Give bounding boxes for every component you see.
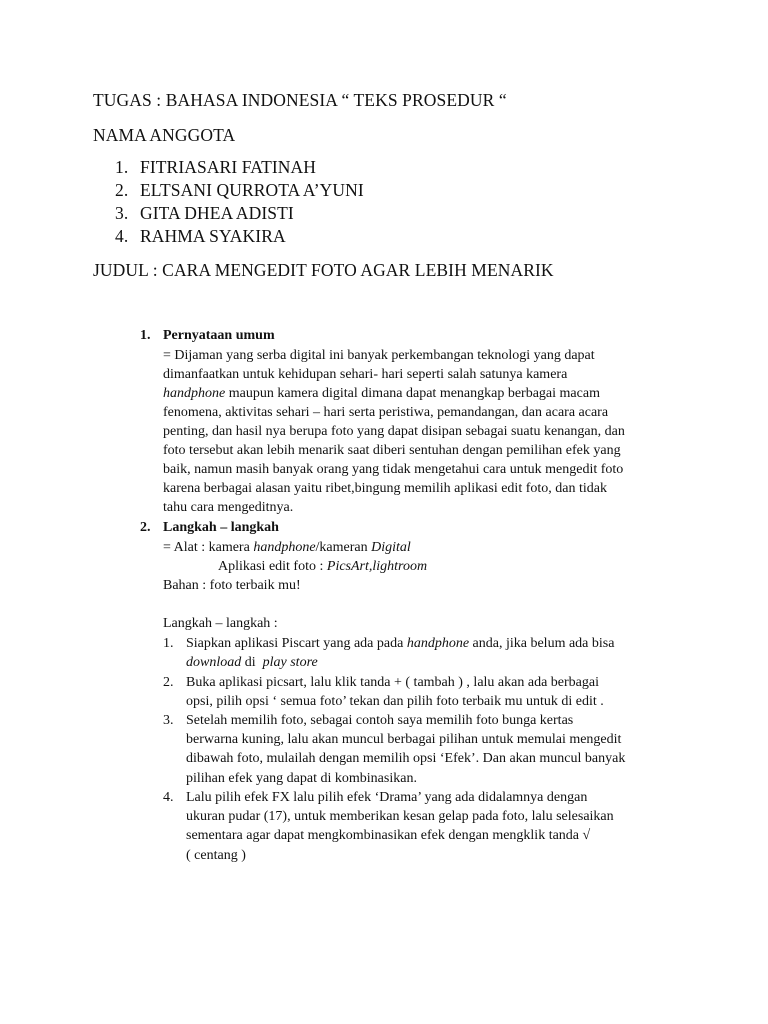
step-line: ukuran pudar (17), untuk memberikan kesan gelap pada foto, lalu selesaikan [186,809,614,824]
step-line: Setelah memilih foto, sebagai contoh saya memilih foto bunga kertas [186,713,574,728]
member-name: RAHMA SYAKIRA [140,226,286,246]
section-title: Langkah – langkah [163,520,279,535]
step-line: Buka aplikasi picsart, lalu klik tanda + ( tambah ) , lalu akan ada berbagai [186,675,599,690]
materials-line: Bahan : foto terbaik mu! [163,578,301,593]
section-number: 2. [140,520,151,535]
paragraph-line: karena berbagai alasan yaitu ribet,bingung memilih aplikasi edit foto, dan tidak [163,481,607,496]
apps-line: Aplikasi edit foto : PicsArt,lightroom [218,559,428,574]
steps-heading: Langkah – langkah : [163,616,278,631]
step-number: 2. [163,675,174,690]
section-title: Pernyataan umum [163,328,275,343]
paragraph-line: tahu cara mengeditnya. [163,500,294,515]
step-line: Lalu pilih efek FX lalu pilih efek ‘Drama’ yang ada didalamnya dengan [186,790,588,805]
paragraph-line: penting, dan hasil nya berupa foto yang dapat disipan sebagai suatu kenangan, dan [163,424,625,439]
step-line: ( centang ) [186,848,246,863]
italic-term: handphone [163,386,226,401]
paragraph-line: handphone maupun kamera digital dimana dapat menangkap berbagai macam [163,386,600,401]
step-line: download di play store [186,655,318,670]
paragraph-line: foto tersebut akan lebih menarik saat diberi sentuhan dengan pemilihan efek yang [163,443,621,458]
step-line: berwarna kuning, lalu akan muncul berbagai pilihan untuk memulai mengedit [186,732,622,747]
step-number: 4. [163,790,174,805]
paragraph-line: dimanfaatkan untuk kehidupan sehari- hari seperti salah satunya kamera [163,367,568,382]
member-name: FITRIASARI FATINAH [140,157,316,177]
paragraph-line: fenomena, aktivitas sehari – hari serta peristiwa, pemandangan, dan acara acara [163,405,609,420]
members-heading: NAMA ANGGOTA [93,125,236,145]
step-line: sementara agar dapat mengkombinasikan efek dengan mengklik tanda √ [186,828,591,843]
paragraph-line: baik, namun masih banyak orang yang tidak mengetahui cara untuk mengedit foto [163,462,624,477]
step-line: dibawah foto, mulailah dengan memilih opsi ‘Efek’. Dan akan muncul banyak [186,751,626,766]
step-line: Siapkan aplikasi Piscart yang ada pada handphone anda, jika belum ada bisa [186,636,615,651]
member-number: 2. [115,180,129,200]
member-number: 4. [115,226,129,246]
member-name: GITA DHEA ADISTI [140,203,294,223]
member-number: 3. [115,203,129,223]
step-line: opsi, pilih opsi ‘ semua foto’ tekan dan pilih foto terbaik mu untuk di edit . [186,694,604,709]
document-judul: JUDUL : CARA MENGEDIT FOTO AGAR LEBIH MENARIK [93,260,554,280]
step-line: pilihan efek yang dapat di kombinasikan. [186,771,417,786]
tools-line: = Alat : kamera handphone/kameran Digital [163,540,411,555]
step-number: 3. [163,713,174,728]
member-number: 1. [115,157,129,177]
section-number: 1. [140,328,151,343]
member-name: ELTSANI QURROTA A’YUNI [140,180,364,200]
step-number: 1. [163,636,174,651]
assignment-title: TUGAS : BAHASA INDONESIA “ TEKS PROSEDUR “ [93,90,507,110]
paragraph-line: = Dijaman yang serba digital ini banyak perkembangan teknologi yang dapat [163,348,595,363]
